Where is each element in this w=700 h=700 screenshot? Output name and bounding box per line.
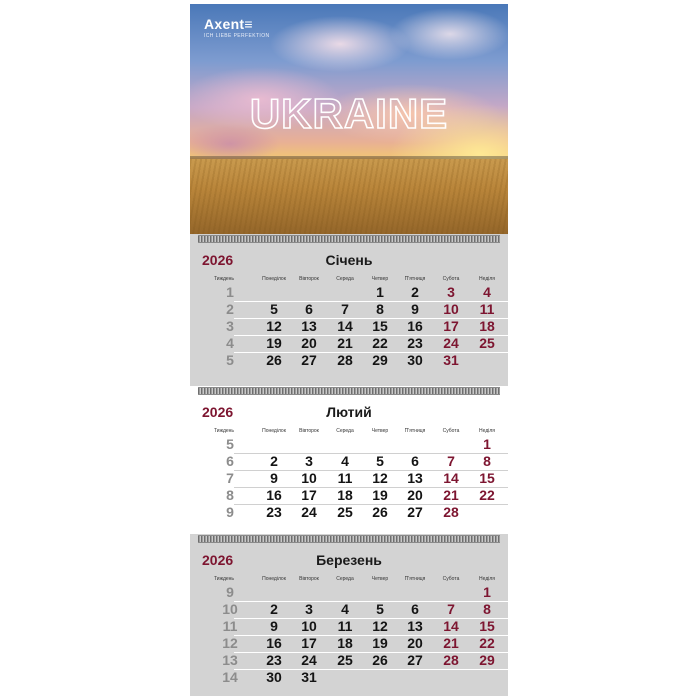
day-cell: 19	[266, 335, 282, 351]
day-cell: 30	[407, 352, 423, 368]
weekday-header: Вівторок	[299, 428, 319, 434]
day-cell: 13	[301, 318, 317, 334]
week-number: 12	[222, 635, 238, 651]
week-row	[190, 601, 508, 618]
day-cell: 31	[301, 669, 317, 685]
day-cell: 8	[483, 453, 491, 469]
weekday-header: Понеділок	[262, 576, 286, 582]
week-row	[190, 669, 508, 686]
day-cell: 9	[270, 618, 278, 634]
week-row	[190, 470, 508, 487]
weekday-header: Середа	[336, 428, 354, 434]
header-photo	[190, 4, 508, 234]
day-cell: 14	[443, 618, 459, 634]
month-title-row	[190, 546, 508, 572]
weekday-header-row	[190, 576, 508, 584]
day-cell: 3	[447, 284, 455, 300]
day-cell: 25	[479, 335, 495, 351]
weekday-header: Четвер	[371, 576, 389, 582]
day-cell: 2	[270, 601, 278, 617]
day-cell: 12	[372, 470, 388, 486]
month-name: Березень	[316, 552, 382, 568]
day-cell: 22	[479, 487, 495, 503]
week-row	[190, 487, 508, 504]
month-sheet	[190, 534, 508, 696]
day-cell: 26	[266, 352, 282, 368]
week-row	[190, 635, 508, 652]
week-number: 8	[226, 487, 234, 503]
week-number: 7	[226, 470, 234, 486]
week-number: 9	[226, 584, 234, 600]
day-cell: 23	[407, 335, 423, 351]
wall-calendar	[190, 4, 508, 696]
day-cell: 6	[305, 301, 313, 317]
weekday-header: Понеділок	[262, 276, 286, 282]
day-cell: 24	[301, 504, 317, 520]
day-cell: 25	[337, 504, 353, 520]
week-number: 9	[226, 504, 234, 520]
day-cell: 15	[372, 318, 388, 334]
day-cell: 20	[407, 487, 423, 503]
week-row	[190, 652, 508, 669]
day-cell: 10	[301, 470, 317, 486]
header-title-graphic	[190, 86, 508, 136]
day-cell: 14	[337, 318, 353, 334]
weekday-header: П'ятниця	[404, 276, 426, 282]
day-cell: 18	[337, 635, 353, 651]
week-row	[190, 618, 508, 635]
week-number: 3	[226, 318, 234, 334]
day-cell: 28	[443, 652, 459, 668]
weekday-header: П'ятниця	[404, 428, 426, 434]
header-title: UKRAINE	[249, 90, 449, 136]
weekday-header-row	[190, 276, 508, 284]
day-cell: 20	[301, 335, 317, 351]
week-number: 2	[226, 301, 234, 317]
day-cell: 22	[372, 335, 388, 351]
day-cell: 30	[266, 669, 282, 685]
day-cell: 26	[372, 504, 388, 520]
day-cell: 24	[301, 652, 317, 668]
brand-logo	[204, 16, 270, 39]
week-row	[190, 453, 508, 470]
day-cell: 22	[479, 635, 495, 651]
week-number: 4	[226, 335, 234, 351]
spiral-binding	[198, 235, 500, 243]
day-cell: 20	[407, 635, 423, 651]
day-cell: 28	[443, 504, 459, 520]
week-number: 11	[222, 618, 238, 634]
brand-tagline: ICH LIEBE PERFEKTION	[204, 33, 270, 39]
day-cell: 21	[337, 335, 353, 351]
day-cell: 17	[301, 635, 317, 651]
day-cell: 8	[483, 601, 491, 617]
week-number: 1	[226, 284, 234, 300]
day-cell: 6	[411, 601, 419, 617]
month-sheet	[190, 234, 508, 386]
day-cell: 14	[443, 470, 459, 486]
day-cell: 11	[479, 301, 495, 317]
week-row	[190, 284, 508, 301]
week-number: 10	[222, 601, 238, 617]
weekday-header: Тиждень	[213, 428, 235, 434]
week-row	[190, 436, 508, 453]
day-cell: 5	[376, 453, 384, 469]
day-cell: 19	[372, 487, 388, 503]
spiral-binding	[198, 535, 500, 543]
day-grid	[190, 584, 508, 686]
week-number: 14	[222, 669, 238, 685]
wheat-field	[190, 159, 508, 234]
day-cell: 9	[270, 470, 278, 486]
weekday-header: П'ятниця	[404, 576, 426, 582]
week-row	[190, 504, 508, 521]
day-cell: 21	[443, 635, 459, 651]
year-label: 2026	[202, 552, 234, 568]
day-cell: 25	[337, 652, 353, 668]
day-cell: 16	[407, 318, 423, 334]
weekday-header: Вівторок	[299, 276, 319, 282]
day-cell: 18	[479, 318, 495, 334]
day-cell: 2	[411, 284, 419, 300]
day-cell: 2	[270, 453, 278, 469]
day-cell: 31	[443, 352, 459, 368]
weekday-header: Неділя	[479, 428, 495, 434]
year-label: 2026	[202, 252, 234, 268]
day-cell: 29	[372, 352, 388, 368]
day-cell: 10	[301, 618, 317, 634]
day-cell: 18	[337, 487, 353, 503]
weekday-header: Четвер	[371, 276, 389, 282]
month-sheet	[190, 386, 508, 534]
day-cell: 1	[376, 284, 384, 300]
day-cell: 3	[305, 453, 313, 469]
day-cell: 19	[372, 635, 388, 651]
day-cell: 7	[447, 601, 455, 617]
day-cell: 10	[443, 301, 459, 317]
day-cell: 5	[376, 601, 384, 617]
day-cell: 17	[443, 318, 459, 334]
week-number: 5	[226, 352, 234, 368]
week-row	[190, 584, 508, 601]
month-name: Лютий	[326, 404, 372, 420]
weekday-header: Четвер	[371, 428, 389, 434]
month-name: Січень	[325, 252, 373, 268]
day-cell: 11	[337, 470, 353, 486]
day-cell: 28	[337, 352, 353, 368]
day-cell: 13	[407, 618, 423, 634]
week-row	[190, 352, 508, 369]
brand-name: Axent≡	[204, 16, 253, 32]
day-cell: 6	[411, 453, 419, 469]
day-grid	[190, 284, 508, 369]
day-cell: 16	[266, 635, 282, 651]
day-cell: 29	[479, 652, 495, 668]
day-cell: 13	[407, 470, 423, 486]
day-cell: 7	[447, 453, 455, 469]
week-number: 13	[222, 652, 238, 668]
week-row	[190, 335, 508, 352]
day-cell: 4	[341, 453, 349, 469]
weekday-header: Понеділок	[262, 428, 286, 434]
month-title-row	[190, 246, 508, 272]
weekday-header-row	[190, 428, 508, 436]
weekday-header: Середа	[336, 576, 354, 582]
day-cell: 27	[407, 504, 423, 520]
day-cell: 9	[411, 301, 419, 317]
day-cell: 11	[337, 618, 353, 634]
day-cell: 12	[266, 318, 282, 334]
day-cell: 1	[483, 436, 491, 452]
day-cell: 15	[479, 470, 495, 486]
day-cell: 27	[301, 352, 317, 368]
day-cell: 23	[266, 504, 282, 520]
day-cell: 23	[266, 652, 282, 668]
week-number: 6	[226, 453, 234, 469]
weekday-header: Тиждень	[213, 276, 235, 282]
month-title-row	[190, 398, 508, 424]
day-cell: 7	[341, 301, 349, 317]
day-cell: 5	[270, 301, 278, 317]
weekday-header: Вівторок	[299, 576, 319, 582]
weekday-header: Неділя	[479, 276, 495, 282]
day-cell: 26	[372, 652, 388, 668]
week-row	[190, 318, 508, 335]
day-cell: 12	[372, 618, 388, 634]
day-cell: 17	[301, 487, 317, 503]
day-cell: 15	[479, 618, 495, 634]
weekday-header: Субота	[442, 276, 460, 282]
year-label: 2026	[202, 404, 234, 420]
day-cell: 8	[376, 301, 384, 317]
weekday-header: Субота	[442, 428, 460, 434]
day-cell: 4	[341, 601, 349, 617]
day-cell: 3	[305, 601, 313, 617]
week-number: 5	[226, 436, 234, 452]
day-cell: 4	[483, 284, 491, 300]
weekday-header: Субота	[442, 576, 460, 582]
week-row	[190, 301, 508, 318]
day-grid	[190, 436, 508, 521]
day-cell: 24	[443, 335, 459, 351]
day-cell: 1	[483, 584, 491, 600]
day-cell: 16	[266, 487, 282, 503]
weekday-header: Тиждень	[213, 576, 235, 582]
day-cell: 21	[443, 487, 459, 503]
spiral-binding	[198, 387, 500, 395]
weekday-header: Середа	[336, 276, 354, 282]
day-cell: 27	[407, 652, 423, 668]
weekday-header: Неділя	[479, 576, 495, 582]
